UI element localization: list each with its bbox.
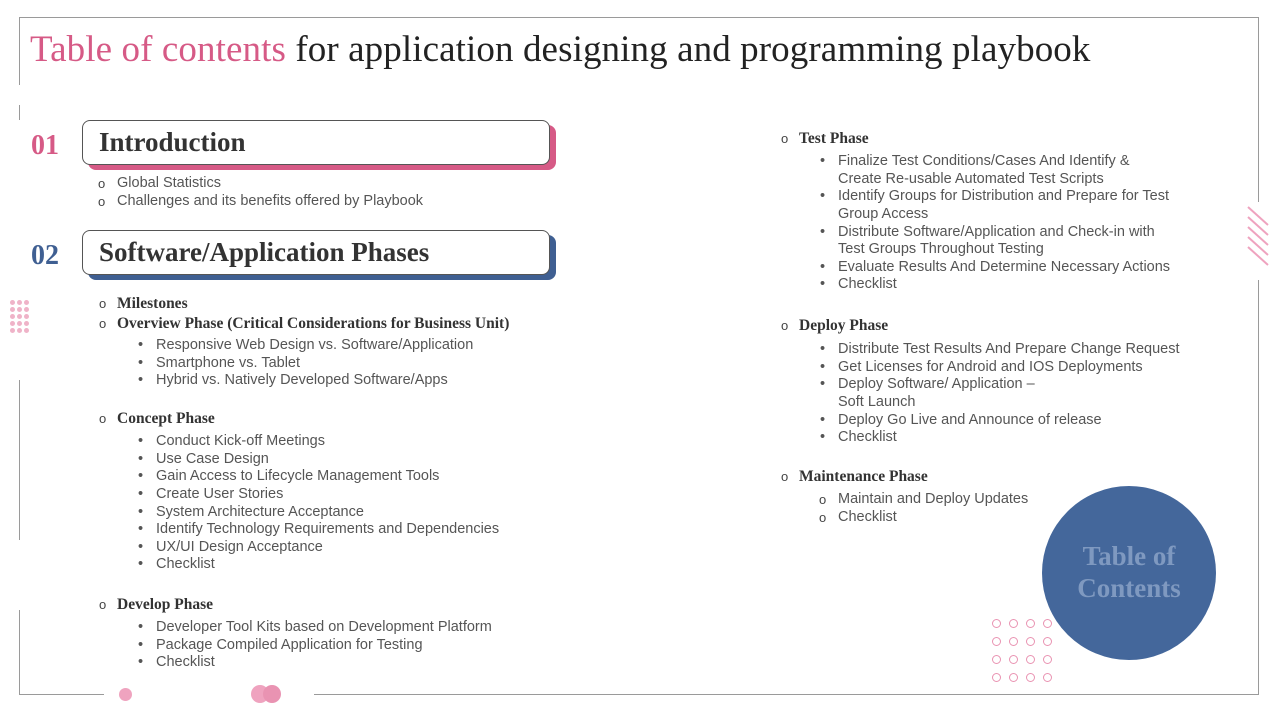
circle-bullet-icon: o: [99, 411, 107, 426]
list-item: • Hybrid vs. Natively Developed Software/Apps: [138, 372, 448, 388]
list-item: • Checklist: [820, 276, 897, 292]
bullet-icon: •: [138, 468, 144, 484]
circle-bullet-icon: o: [99, 597, 107, 612]
bullet-icon: •: [138, 486, 144, 502]
page-title: [30, 28, 1091, 71]
list-item: • Conduct Kick-off Meetings: [138, 433, 325, 449]
bullet-icon: •: [820, 341, 826, 357]
list-item: • Identify Technology Requirements and Dependencies: [138, 521, 500, 537]
bullet-icon: •: [138, 556, 144, 572]
title-highlight: Table of contents: [30, 29, 286, 70]
bullet-icon: •: [820, 359, 826, 375]
list-item-continued: Create Re-usable Automated Test Scripts: [838, 171, 1104, 187]
toc-badge-text: [1042, 540, 1216, 604]
phase-maintenance: o Maintenance Phase: [781, 468, 928, 485]
section-number-01: 01: [31, 130, 59, 161]
list-item: • Evaluate Results And Determine Necessary Actions: [820, 259, 1171, 275]
circle-bullet-icon: o: [99, 296, 107, 311]
bullet-icon: •: [820, 259, 826, 275]
bullet-icon: •: [138, 355, 144, 371]
list-item: • Package Compiled Application for Testing: [138, 637, 423, 653]
circle-bullet-icon: o: [98, 176, 106, 191]
bullet-icon: •: [138, 372, 144, 388]
frame-left-mid: [19, 105, 20, 120]
list-item: • Distribute Test Results And Prepare Change Request: [820, 341, 1180, 357]
bullet-icon: •: [138, 337, 144, 353]
decorative-dot-grid: [10, 300, 29, 333]
toc-badge-line2: Contents: [1077, 573, 1181, 603]
list-item: • System Architecture Acceptance: [138, 504, 364, 520]
circle-bullet-icon: o: [781, 318, 789, 333]
bullet-icon: •: [820, 224, 826, 240]
toc-badge-line1: Table of: [1082, 541, 1176, 571]
bullet-icon: •: [138, 637, 144, 653]
bullet-icon: •: [820, 276, 826, 292]
list-item: • Developer Tool Kits based on Development Platform: [138, 619, 492, 635]
decorative-pink-dot: [263, 685, 281, 703]
section-heading-introduction[interactable]: Introduction: [82, 120, 550, 165]
list-item: • Use Case Design: [138, 451, 269, 467]
list-item: • Identify Groups for Distribution and Prepare for Test: [820, 188, 1169, 204]
list-item: o Maintain and Deploy Updates: [819, 491, 1029, 507]
bullet-icon: •: [138, 451, 144, 467]
phase-overview: o Overview Phase (Critical Considerations for Business Unit): [99, 315, 510, 332]
list-item: • UX/UI Design Acceptance: [138, 539, 323, 555]
list-item: • Checklist: [138, 556, 215, 572]
list-item: • Get Licenses for Android and IOS Deployments: [820, 359, 1143, 375]
circle-bullet-icon: o: [819, 492, 827, 507]
frame-left-lower: [19, 610, 20, 695]
frame-bottom-right: [314, 694, 1259, 695]
section-heading-phases[interactable]: Software/Application Phases: [82, 230, 550, 275]
phase-deploy: o Deploy Phase: [781, 317, 889, 334]
list-item-continued: Group Access: [838, 206, 929, 222]
frame-right-upper: [1258, 17, 1259, 202]
decorative-ring-grid: [992, 619, 1052, 682]
decorative-stripes-icon: [1244, 205, 1272, 267]
bullet-icon: •: [138, 654, 144, 670]
section-number-02: 02: [31, 240, 59, 271]
list-item: • Checklist: [138, 654, 215, 670]
list-item: • Deploy Software/ Application –: [820, 376, 1035, 392]
decorative-pink-dot: [119, 688, 132, 701]
circle-bullet-icon: o: [781, 131, 789, 146]
list-item-continued: Soft Launch: [838, 394, 916, 410]
phase-concept: o Concept Phase: [99, 410, 215, 427]
phase-develop: o Develop Phase: [99, 596, 214, 613]
circle-bullet-icon: o: [781, 469, 789, 484]
list-item: • Finalize Test Conditions/Cases And Identify &: [820, 153, 1130, 169]
list-item: • Gain Access to Lifecycle Management Tools: [138, 468, 440, 484]
list-item: • Responsive Web Design vs. Software/Application: [138, 337, 474, 353]
frame-left-mid2: [19, 380, 20, 540]
title-rest: for application designing and programming playbook: [285, 29, 1091, 70]
bullet-icon: •: [138, 433, 144, 449]
frame-top: [20, 17, 1259, 18]
circle-bullet-icon: o: [819, 510, 827, 525]
bullet-icon: •: [820, 376, 826, 392]
list-item: • Smartphone vs. Tablet: [138, 355, 301, 371]
bullet-icon: •: [138, 504, 144, 520]
frame-right-lower: [1258, 280, 1259, 695]
bullet-icon: •: [138, 539, 144, 555]
list-item: • Checklist: [820, 429, 897, 445]
frame-bottom-left: [20, 694, 104, 695]
phase-test: o Test Phase: [781, 130, 869, 147]
list-item: o Checklist: [819, 509, 897, 525]
bullet-icon: •: [820, 153, 826, 169]
phase-milestones: o Milestones: [99, 295, 188, 312]
bullet-icon: •: [138, 619, 144, 635]
intro-item: o Global Statistics: [98, 175, 221, 191]
list-item: • Create User Stories: [138, 486, 284, 502]
intro-item: o Challenges and its benefits offered by Playbook: [98, 193, 424, 209]
bullet-icon: •: [820, 429, 826, 445]
list-item: • Deploy Go Live and Announce of release: [820, 412, 1102, 428]
frame-left-upper: [19, 17, 20, 85]
bullet-icon: •: [820, 188, 826, 204]
list-item-continued: Test Groups Throughout Testing: [838, 241, 1044, 257]
circle-bullet-icon: o: [98, 194, 106, 209]
bullet-icon: •: [820, 412, 826, 428]
circle-bullet-icon: o: [99, 316, 107, 331]
list-item: • Distribute Software/Application and Check-in with: [820, 224, 1155, 240]
bullet-icon: •: [138, 521, 144, 537]
